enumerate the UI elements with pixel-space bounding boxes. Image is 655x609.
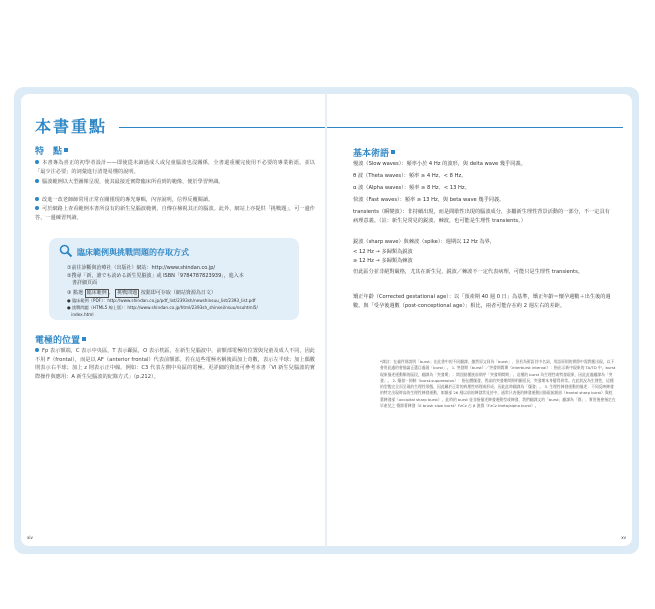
magnifier-icon (59, 244, 73, 258)
box-step-2b: 書詳細頁面 (67, 280, 98, 286)
translator-footnote: *譯註：在義件則說明「burst」在此書中的不同翻譯，雖然原文同為「burst」，但若為術語其中名詞，用語原則的實際中需對應出現，以下會用此處的會描論正選目處現「burst」。 1. 突發期（burst）／突發期間期（interburst interval）：指出示新中現象的 TA/TD 中，burst 現象描述運動類的區段，翻譯為「突發期」；間回點種族前期序「突發期間期」。這種的 burst 為生理性或特發現象，因此此處翻譯為「突發」。 2. 爆發－抑制（burst-suppression）：指伝體爆發，普高的突發期間期明顯延長，突發期本身變得異常。在此狀況為生理性，這種的型態完全而呈現的生理性形態，因此屬於正常的病理性病理或形成，因此此時翻譯為「爆發」。 3. 生理性陣發運動的描述：不同反映陣發的特定出現時高的生理性陣發運動，如額部 26 週以前的陣發常見於中，通常只表後的陣發運動出描現前額部（frontal sharp burst）與枕葉陣發部（occipital sharp burst），此時的 burst 並非指描述陣發運動型或陣發，我們翻譯文的「burst」翻譯為「群」，實用後會指定在早產兒之 慢節著陣發（δ brush slow burst）FzCz 占 β 波群（FzCz theta/alpha burst）。 (380, 359, 616, 409)
bullet-3: 改進一改老師師常用正常在關僅現的專光專輯，內容說明，信得反覆閱讀。 (35, 196, 315, 205)
term-alpha: α 波（Alpha waves）：頻率 ≥ 8 Hz、< 13 Hz。 (353, 185, 470, 191)
term-theta: θ 波（Theta waves）：頻率 ≥ 4 Hz、< 8 Hz。 (353, 173, 467, 179)
term-sharp-sub-2: ≥ 12 Hz → 多歸類為棘波 (353, 258, 413, 264)
electrode-paragraph: Fp 表示額端，C 表示中央區，T 表示顳區，O 表示枕區，在新生兒腦波中，前額部電極的位置與兒童及成人不同，因此不用 F（frontal），而是以 AF（anterior frontal）代表前額部。若在這些電極名稱後面加上奇數，表示左半球；加上偶數則表示右半球；加上 z 則表示正中線。例如：C3 代表左側中央區的電極。更詳細的資訊可參考本書「VI 新生兒腦波的實際操作與應用：A 新生兒腦波的紀錄方式」（p.212）。 (35, 348, 315, 380)
right-page (327, 94, 632, 546)
book-spread (14, 87, 639, 554)
box-step-3: ③ 點選 臨床範例 、 挑戰問題 按鈕即可存取（網站資源為日文） (67, 290, 216, 296)
section-terms: 基本術語 (353, 146, 395, 159)
bullet-4: 可於網路上查看範例本書所沒有的新生兒腦波範例，自傳在檢視其正的腦波。此外，網站上亦提供「挑戰題」，可一邊作答，一邊練習判讀。 (35, 206, 315, 221)
page-number-right: xv (621, 535, 626, 540)
term-fast: 快波（Fast waves）：頻率 ≥ 13 Hz，與 beta wave 幾乎同義。 (353, 197, 505, 203)
term-transients: transients（瞬變波）：非持續出現，而是間歇性出現的腦波成分，多屬新生理性背景活動的一部分，不一定具有病理意義。（註：新生兒常見的鋭波、棘波，也可能是生理性 transients。） (353, 209, 610, 224)
page-title: 本書重點 (35, 117, 108, 136)
bullet-1: 本書專為喜正的初學者設計——即使從未讀過成人或兒童腦波也沒關係，全書還重覆完使用不必要的專業術語，並以「最少注必要」的詞彙進行清楚易懂的說明。 (35, 160, 315, 175)
section-features: 特 點 (35, 144, 68, 157)
term-slow: 慢波（Slow waves）：頻率小於 4 Hz 的波形，與 delta wave 幾乎同義。 (353, 161, 526, 167)
box-title: 臨床範例與挑戰問題的存取方式 (77, 248, 189, 257)
title-rule (327, 127, 623, 128)
box-link-pdf[interactable]: ● 臨床範例（PDF）：http://www.shindan.co.jp/pdf_list/2393sh/newshinsuu_list/2393_list.pdf (67, 298, 256, 303)
left-page (21, 94, 325, 546)
tag-clinical: 臨床範例 (86, 290, 107, 296)
access-box (49, 238, 299, 320)
term-sharp-tail: 但此區分並非絕對嚴格，尤其在新生兒，鋭波／棘波不一定代表病理，可能只是生理性 transients。 (353, 269, 583, 275)
title-rule (119, 127, 325, 128)
box-step-2: ②搜尋「新，誰でも読める新生児脳波」或 ISBN「9784787823939」，進入本 (67, 273, 244, 279)
tag-challenge: 挑戰問題 (117, 290, 138, 296)
bullet-2: 腦波範例以大型圖像呈現，使其最接近實際臨床所看到的範像，便於學習辨識。 (35, 178, 315, 187)
term-sharp-sub-1: < 12 Hz → 多歸類為鋭波 (353, 249, 413, 255)
term-sharp: 鋭波（sharp wave）與棘波（spike）：週期以 12 Hz 為界， (353, 239, 495, 245)
box-step-1: ①前往診斷與治療社（出版社）網站：http://www.shindan.co.jp/ (67, 265, 216, 271)
box-link-html-tail[interactable]: index.html (67, 312, 94, 317)
page-number-left: xiv (27, 535, 33, 540)
box-link-html[interactable]: ● 挑戰問題（HTML5 線上版）：http://www.shindan.co.jp/html/2393sh_shinsei/nsuu/nsuhtml5/ (67, 305, 258, 310)
section-electrode: 電極的位置 (35, 333, 86, 346)
term-corrected-age: 矯正年齡（Corrected gestational age）：以「預產期 40 週 0 日」為基準，矯正年齡＝懷孕週數＋出生後的週數。與「受孕後週數（post-conceptional age）」相比，兩者可能存在約 2 週左右的差距。 (353, 294, 611, 309)
